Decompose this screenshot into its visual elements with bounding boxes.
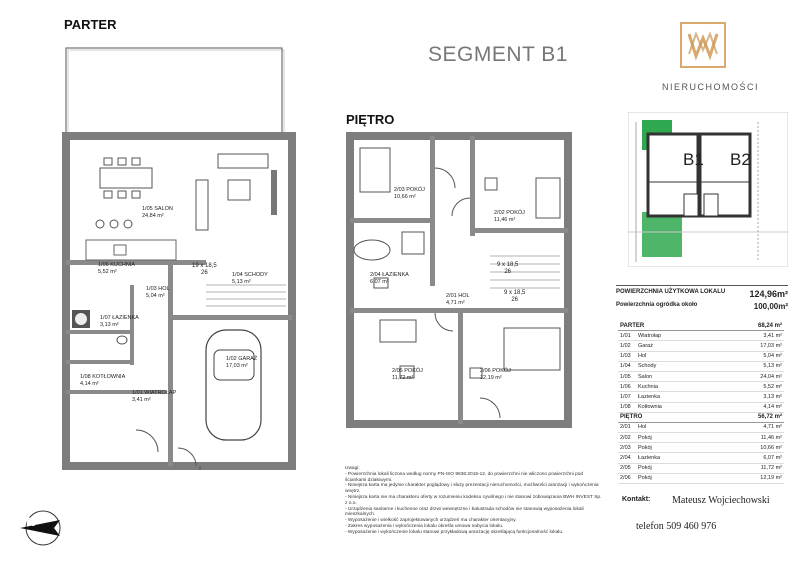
row-area: 4,71 m² [763, 424, 782, 431]
row-name: Hol [638, 424, 647, 431]
row-area: 5,52 m² [763, 383, 782, 390]
row-area: 4,14 m² [763, 404, 782, 411]
table-section-pietro [618, 413, 784, 423]
usable-area-value: 124,96m² [749, 289, 788, 299]
row-room [620, 384, 658, 390]
section-title: PARTER [620, 322, 645, 329]
row-name: Łazienka [638, 455, 661, 462]
room-table [618, 321, 784, 484]
room-label-lazienka-parter: 1/07 ŁAZIENKA 3,13 m² [100, 315, 139, 328]
table-row [618, 443, 784, 453]
site-label-b2: B2 [730, 150, 751, 169]
notes-title: Uwagi: [345, 466, 360, 471]
row-number: 1/03 [620, 353, 631, 360]
row-name: Pokój [638, 475, 652, 482]
row-name: Pokój [638, 444, 652, 451]
row-number: 2/03 [620, 444, 631, 451]
room-label-pokoj-2-05: 2/05 POKÓJ 11,72 m² [392, 368, 423, 381]
site-label-b1: B1 [683, 150, 704, 169]
room-label-schody: 1/04 SCHODY 5,13 m² [232, 272, 268, 285]
row-room [620, 424, 646, 430]
table-row [618, 382, 784, 392]
row-name: Kotłownia [638, 404, 662, 411]
row-name: Hol [638, 353, 647, 360]
row-name: Garaż [638, 342, 653, 349]
row-area: 24,04 m² [760, 373, 782, 380]
row-name: Pokój [638, 434, 652, 441]
row-name: Pokój [638, 465, 652, 472]
section-title: PIĘTRO [620, 414, 643, 421]
room-label-pokoj-2-02: 2/02 POKÓJ 11,46 m² [494, 210, 525, 223]
note-line: - Urządzenia sanitarne i kuchenne oraz drzwi wewnętrzne i balustrada schodów nie stanowią wyposażenia lokali mieszkalnych. [345, 506, 584, 518]
row-room [620, 445, 652, 451]
stairs-label-pietro-1: 9 x 18,5 26 [497, 262, 519, 275]
row-number: 1/02 [620, 342, 631, 349]
row-number: 2/06 [620, 475, 631, 482]
room-label-hol-pietro: 2/01 HOL 4,71 m² [446, 293, 470, 306]
area-summary [616, 285, 788, 311]
section-total: 56,72 m² [757, 414, 782, 421]
room-label-kotlownia: 1/08 KOTŁOWNIA 4,14 m² [80, 374, 126, 387]
pietro-heading: PIĘTRO [346, 112, 395, 127]
room-label-wiatrolap: 1/01 WIATROŁAP 3,41 m² [132, 390, 177, 403]
note-line: - Zakres wyposażenia i wykończenia lokalu określa umowa nabycia lokalu. [345, 523, 504, 529]
row-area: 11,72 m² [760, 465, 782, 472]
table-row [618, 372, 784, 382]
room-label-salon: 1/05 SALON 24,84 m² [142, 206, 173, 219]
row-area: 6,07 m² [763, 455, 782, 462]
table-row [618, 464, 784, 474]
row-number: 1/05 [620, 373, 631, 380]
room-label-pokoj-2-03: 2/03 POKÓJ 10,66 m² [394, 187, 425, 200]
site-plan [628, 112, 788, 267]
table-row [618, 474, 784, 484]
row-number: 2/04 [620, 455, 631, 462]
room-label-kuchnia: 1/06 KUCHNIA 5,52 m² [98, 262, 136, 275]
room-label-hol: 1/03 HOL 5,04 m² [146, 286, 170, 299]
row-room [620, 343, 653, 349]
table-row [618, 423, 784, 433]
table-row [618, 352, 784, 362]
table-row [618, 453, 784, 463]
table-row [618, 433, 784, 443]
row-room [620, 465, 652, 471]
note-line: - Niniejsza karta nie ma charakteru oferty w rozumieniu kodeksu cywilnego i nie stanowi zobowiązania BWH INVEST Sp. z o.o. [345, 494, 602, 506]
company-logo [680, 22, 726, 68]
row-room [620, 475, 652, 481]
row-area: 5,13 m² [763, 363, 782, 370]
table-section-parter [618, 321, 784, 331]
row-area: 17,03 m² [760, 342, 782, 349]
row-area: 5,04 m² [763, 353, 782, 360]
row-name: Schody [638, 363, 657, 370]
logo-text: NIERUCHOMOŚCI [662, 82, 760, 92]
table-row [618, 331, 784, 341]
room-label-lazienka-pietro: 2/04 ŁAZIENKA 6,07 m² [370, 272, 409, 285]
row-room [620, 435, 652, 441]
compass-letter: N [26, 514, 36, 529]
row-room [620, 394, 660, 400]
contact-name: Mateusz Wojciechowski [672, 495, 770, 506]
notes-block [345, 466, 605, 536]
row-number: 2/05 [620, 465, 631, 472]
table-row [618, 403, 784, 413]
contact-phone: telefon 509 460 976 [636, 521, 717, 532]
row-area: 10,66 m² [760, 444, 782, 451]
row-name: Salon [638, 373, 653, 380]
parter-floor-plan [56, 30, 296, 470]
row-number: 2/02 [620, 434, 631, 441]
row-name: Łazienka [638, 393, 661, 400]
note-line: - Wyposażenie i wielkość zaprojektowanych urządzeń ma charakter orientacyjny. [345, 518, 517, 524]
row-number: 1/01 [620, 332, 631, 339]
note-line: - Wyposażenie i wykończenie lokalu stanowi przykładową aranżację określającą funkcjonalność lokalu. [345, 529, 564, 535]
usable-area-label: POWIERZCHNIA UŻYTKOWA LOKALU [616, 289, 726, 295]
row-room [620, 455, 660, 461]
compass-icon [14, 506, 72, 550]
row-room [620, 404, 662, 410]
garden-area-value: 100,00m² [753, 302, 788, 311]
row-area: 3,41 m² [763, 332, 782, 339]
parter-heading: PARTER [64, 17, 117, 32]
room-label-pokoj-2-06: 2/06 POKÓJ 12,19 m² [480, 368, 511, 381]
row-area: 3,13 m² [763, 393, 782, 400]
garden-area-label: Powierzchnia ogródka około [616, 302, 698, 308]
stairs-label-parter: 19 x 18,5 26 [192, 263, 217, 276]
row-area: 11,46 m² [760, 434, 782, 441]
note-line: - Powierzchnia lokali liczona według normy PN-ISO 9836:2015-12, do powierzchni nie wliczono powierzchni pod ściankami działowymi. [345, 471, 584, 483]
stairs-label-pietro-2: 9 x 18,5 26 [504, 290, 526, 303]
room-label-garaz: 1/02 GARAŻ 17,03 m² [226, 356, 258, 369]
row-name: Wiatrołap [638, 332, 662, 339]
table-row [618, 392, 784, 402]
row-room [620, 363, 656, 369]
row-room [620, 353, 646, 359]
row-number: 1/07 [620, 393, 631, 400]
row-number: 2/01 [620, 424, 631, 431]
row-number: 1/06 [620, 383, 631, 390]
row-room [620, 333, 661, 339]
section-total: 68,24 m² [757, 322, 782, 329]
row-name: Kuchnia [638, 383, 658, 390]
table-row [618, 341, 784, 351]
row-area: 12,19 m² [760, 475, 782, 482]
row-number: 1/04 [620, 363, 631, 370]
segment-title: SEGMENT B1 [428, 43, 568, 66]
contact-label: Kontakt: [622, 496, 651, 503]
table-row [618, 362, 784, 372]
row-room [620, 374, 652, 380]
note-line: - Niniejsza karta ma jedynie charakter poglądowy i służy prezentacji nieruchomości, możliwości aranżacji i wykończenia wnętrz. [345, 483, 599, 495]
row-number: 1/08 [620, 404, 631, 411]
